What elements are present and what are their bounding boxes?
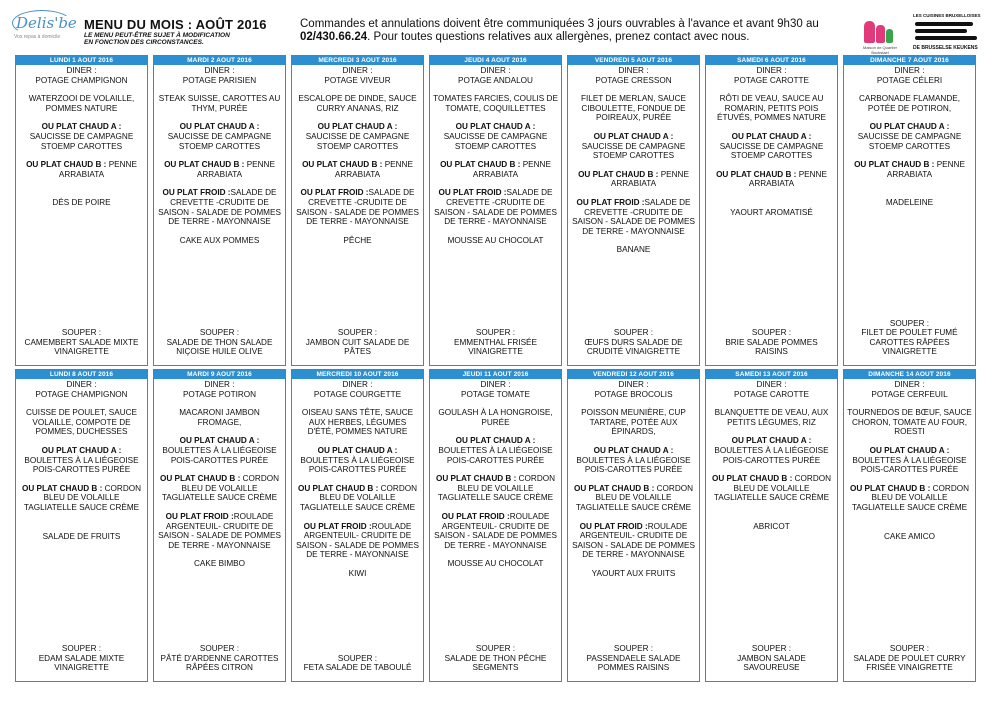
souper-dishes: JAMBON SALADE SAVOUREUSE — [737, 653, 806, 673]
dessert: KIWI — [348, 568, 367, 578]
diner-block — [157, 66, 282, 85]
souper-block — [706, 643, 837, 673]
plat-chaud-b — [295, 484, 420, 513]
main-dish: CUISSE DE POULET, SAUCE VOLAILLE, COMPOTE DE POMMES, DUCHESSES — [25, 408, 137, 437]
souper-label: SOUPER : — [337, 328, 378, 338]
plat-froid-label: OU PLAT FROID : — [576, 197, 645, 207]
diner-block — [571, 380, 696, 399]
dessert: CAKE BIMBO — [194, 559, 245, 569]
plat-chaud-b — [157, 474, 282, 503]
potage: POTAGE CERFEUIL — [871, 389, 948, 399]
souper-block — [706, 327, 837, 357]
page-title: MENU DU MOIS : AOÛT 2016 — [84, 17, 267, 32]
day-menu — [844, 379, 975, 541]
plat-chaud-a-dish: BOULETTES À LA LIÉGEOISE POIS-CAROTTES PURÉE — [300, 455, 415, 475]
souper-block — [844, 643, 975, 673]
diner-label: DINER : — [342, 66, 373, 75]
child-icon — [886, 29, 893, 43]
delisbe-logo — [14, 10, 77, 46]
plat-chaud-a-dish: BOULETTES À LA LIÉGEOISE POIS-CAROTTES PURÉE — [438, 445, 553, 465]
plat-chaud-b — [157, 160, 282, 179]
day-menu — [568, 379, 699, 579]
day-cell — [843, 55, 976, 366]
souper-label: SOUPER : — [61, 644, 102, 654]
day-cell — [15, 369, 148, 682]
plat-chaud-a-dish: SAUCISSE DE CAMPAGNE STOEMP CAROTTES — [29, 131, 134, 151]
plat-chaud-a — [157, 436, 282, 465]
diner-label: DINER : — [756, 66, 787, 75]
souper-label: SOUPER : — [61, 328, 102, 338]
souper-label: SOUPER : — [199, 328, 240, 338]
logo-stripe — [915, 22, 973, 26]
plat-chaud-a-dish: SAUCISSE DE CAMPAGNE STOEMP CAROTTES — [167, 131, 272, 151]
dessert: MADELEINE — [885, 198, 934, 208]
day-cell — [291, 55, 424, 366]
day-cell — [705, 369, 838, 682]
dessert: ABRICOT — [753, 521, 790, 531]
plat-chaud-b — [19, 160, 144, 179]
logo-stripe — [915, 36, 977, 40]
plat-chaud-a-dish: SAUCISSE DE CAMPAGNE STOEMP CAROTTES — [719, 141, 824, 161]
diner-block — [709, 66, 834, 85]
potage: POTAGE POTIRON — [182, 389, 257, 399]
plat-chaud-b-dish: CORDON BLEU DE VOLAILLE TAGLIATELLE SAUCE CRÈME — [23, 483, 142, 512]
plat-chaud-a — [19, 446, 144, 475]
plat-chaud-a — [433, 122, 558, 151]
day-menu — [844, 65, 975, 208]
spacer — [709, 198, 834, 208]
plat-chaud-a-dish: BOULETTES À LA LIÉGEOISE POIS-CAROTTES PURÉE — [576, 455, 691, 475]
souper-dishes: EDAM SALADE MIXTE VINAIGRETTE — [38, 653, 125, 673]
main-dish: POISSON MEUNIÈRE, CUP TARTARE, POTÉE AUX ÉPINARDS, — [581, 408, 686, 437]
spacer — [19, 188, 144, 198]
souper-block — [16, 643, 147, 673]
plat-chaud-b-dish: CORDON BLEU DE VOLAILLE TAGLIATELLE SAUCE CRÈME — [437, 474, 556, 503]
plat-chaud-a — [19, 122, 144, 151]
day-header: DIMANCHE 7 AOUT 2016 — [844, 56, 975, 65]
day-cell — [153, 369, 286, 682]
day-header: SAMEDI 13 AOUT 2016 — [706, 370, 837, 379]
plat-chaud-a-label: OU PLAT CHAUD A : — [41, 445, 122, 455]
diner-block — [709, 380, 834, 399]
cuisines-bruxelloises-logo — [913, 13, 979, 53]
souper-block — [568, 643, 699, 673]
plat-chaud-a-label: OU PLAT CHAUD A : — [179, 436, 260, 446]
plat-froid-label: OU PLAT FROID : — [165, 511, 234, 521]
plat-chaud-b-label: OU PLAT CHAUD B : — [297, 483, 379, 493]
plat-chaud-a-label: OU PLAT CHAUD A : — [41, 122, 122, 132]
plat-chaud-b-dish: PENNE ARRABIATA — [196, 160, 275, 179]
day-menu — [292, 65, 423, 245]
plat-chaud-b-dish: PENNE ARRABIATA — [886, 160, 965, 179]
plat-chaud-b-label: OU PLAT CHAUD B : — [854, 160, 935, 170]
main-dish: TOURNEDOS DE BŒUF, SAUCE CHORON, TOMATE AU FOUR, ROESTI — [847, 408, 972, 437]
souper-label: SOUPER : — [751, 644, 792, 654]
plat-froid — [571, 198, 696, 236]
souper-dishes: JAMBON CUIT SALADE DE PÂTES — [305, 337, 410, 357]
logo-stripe — [915, 29, 967, 33]
plat-chaud-a-label: OU PLAT CHAUD A : — [731, 131, 812, 141]
diner-label: DINER : — [480, 380, 511, 389]
plat-chaud-a — [571, 446, 696, 475]
plat-chaud-b — [571, 170, 696, 189]
plat-froid — [433, 188, 558, 226]
souper-dishes: FETA SALADE DE TABOULÉ — [303, 663, 412, 673]
person-icon — [864, 21, 875, 43]
plat-froid-dish: ROULADE ARGENTEUIL- CRUDITE DE SAISON - SALADE DE POMMES DE TERRE - MAYONNAISE — [296, 521, 419, 560]
plat-chaud-a-label: OU PLAT CHAUD A : — [593, 131, 674, 141]
plat-chaud-b — [847, 484, 972, 513]
plat-chaud-a-label: OU PLAT CHAUD A : — [731, 436, 812, 446]
potage: POTAGE COURGETTE — [313, 389, 402, 399]
logo-tagline: Vos repas à domicile — [14, 34, 61, 40]
day-menu — [16, 379, 147, 541]
plat-chaud-a-label: OU PLAT CHAUD A : — [317, 122, 398, 132]
potage: POTAGE CHAMPIGNON — [35, 389, 128, 399]
souper-dishes: EMMENTHAL FRISÉE VINAIGRETTE — [454, 337, 537, 357]
dessert: DÉS DE POIRE — [52, 198, 111, 208]
day-header: JEUDI 11 AOUT 2016 — [430, 370, 561, 379]
dessert: MOUSSE AU CHOCOLAT — [447, 235, 544, 245]
plat-chaud-b-dish: CORDON BLEU DE VOLAILLE TAGLIATELLE SAUCE CRÈME — [299, 483, 418, 512]
diner-label: DINER : — [66, 380, 97, 389]
souper-block — [844, 318, 975, 357]
souper-label: SOUPER : — [751, 328, 792, 338]
plat-froid-label: OU PLAT FROID : — [579, 521, 648, 531]
potage: POTAGE CHAMPIGNON — [35, 75, 128, 85]
plat-chaud-a-dish: SAUCISSE DE CAMPAGNE STOEMP CAROTTES — [305, 131, 410, 151]
plat-chaud-a-dish: SAUCISSE DE CAMPAGNE STOEMP CAROTTES — [443, 131, 548, 151]
day-menu — [706, 379, 837, 532]
souper-label: SOUPER : — [613, 328, 654, 338]
potage: POTAGE CAROTTE — [734, 75, 809, 85]
plat-chaud-b-label: OU PLAT CHAUD B : — [716, 169, 797, 179]
plat-chaud-b-dish: CORDON BLEU DE VOLAILLE TAGLIATELLE SAUCE CRÈME — [161, 474, 280, 503]
potage: POTAGE PARISIEN — [182, 75, 257, 85]
souper-dishes: SALADE DE POULET CURRY FRISÉE VINAIGRETTE — [853, 653, 966, 673]
day-header: LUNDI 1 AOUT 2016 — [16, 56, 147, 65]
plat-froid-label: OU PLAT FROID : — [162, 188, 231, 198]
plat-froid-label: OU PLAT FROID : — [303, 521, 372, 531]
plat-froid-dish: ROULADE ARGENTEUIL- CRUDITE DE SAISON - SALADE DE POMMES DE TERRE - MAYONNAISE — [158, 511, 281, 550]
order-notice — [300, 18, 845, 44]
diner-label: DINER : — [66, 66, 97, 75]
plat-chaud-a-label: OU PLAT CHAUD A : — [179, 122, 260, 132]
souper-dishes: PASSENDAELE SALADE POMMES RAISINS — [586, 653, 681, 673]
day-menu — [154, 379, 285, 569]
plat-chaud-a-dish: BOULETTES À LA LIÉGEOISE POIS-CAROTTES PURÉE — [162, 445, 277, 465]
dessert: YAOURT AROMATISÉ — [730, 207, 813, 217]
plat-froid-dish: ROULADE ARGENTEUIL- CRUDITE DE SAISON - SALADE DE POMMES DE TERRE - MAYONNAISE — [434, 511, 557, 550]
day-cell — [567, 369, 700, 682]
plat-chaud-b-label: OU PLAT CHAUD B : — [573, 483, 655, 493]
souper-label: SOUPER : — [199, 644, 240, 654]
day-cell — [153, 55, 286, 366]
logo3-top-text: LES CUISINES BRUXELLOISES — [913, 13, 981, 18]
plat-froid — [295, 522, 420, 560]
spacer — [847, 522, 972, 532]
diner-block — [295, 380, 420, 399]
plat-chaud-a-dish: SAUCISSE DE CAMPAGNE STOEMP CAROTTES — [581, 141, 686, 161]
dessert: CAKE AMICO — [884, 531, 935, 541]
plat-chaud-a-dish: SAUCISSE DE CAMPAGNE STOEMP CAROTTES — [857, 131, 962, 151]
plat-froid-dish: ROULADE ARGENTEUIL- CRUDITE DE SAISON - SALADE DE POMMES DE TERRE - MAYONNAISE — [572, 521, 695, 560]
main-dish: MACARONI JAMBON FROMAGE, — [179, 408, 260, 427]
plat-froid-dish: SALADE DE CREVETTE -CRUDITE DE SAISON - SALADE DE POMMES DE TERRE - MAYONNAISE — [434, 188, 557, 227]
plat-chaud-b-dish: PENNE ARRABIATA — [748, 169, 827, 189]
spacer — [709, 512, 834, 522]
plat-chaud-b-dish: PENNE ARRABIATA — [472, 160, 551, 179]
dessert: SALADE DE FRUITS — [42, 531, 121, 541]
day-cell — [705, 55, 838, 366]
notice-text-1: Commandes et annulations doivent être communiquées 3 jours ouvrables à l'avance et avant 9h30 au — [300, 18, 819, 30]
spacer — [847, 188, 972, 198]
spacer — [19, 522, 144, 532]
plat-chaud-b — [433, 160, 558, 179]
plat-froid — [571, 522, 696, 560]
plat-froid-dish: SALADE DE CREVETTE -CRUDITE DE SAISON - SALADE DE POMMES DE TERRE - MAYONNAISE — [296, 188, 419, 227]
plat-chaud-b-dish: PENNE ARRABIATA — [610, 169, 689, 189]
plat-chaud-a — [709, 132, 834, 161]
diner-label: DINER : — [756, 380, 787, 389]
plat-chaud-b-dish: CORDON BLEU DE VOLAILLE TAGLIATELLE SAUCE CRÈME — [851, 483, 970, 512]
day-header: MARDI 2 AOUT 2016 — [154, 56, 285, 65]
main-dish: ESCALOPE DE DINDE, SAUCE CURRY ANANAS, RIZ — [298, 94, 417, 113]
plat-froid-label: OU PLAT FROID : — [438, 188, 507, 198]
maison-de-quartier-logo — [860, 15, 898, 53]
page-header — [0, 0, 992, 55]
dessert: PÊCHE — [343, 235, 372, 245]
plat-chaud-a — [847, 446, 972, 475]
plat-froid — [157, 188, 282, 226]
plat-chaud-b-dish: PENNE ARRABIATA — [334, 160, 413, 179]
day-menu — [154, 65, 285, 245]
diner-label: DINER : — [618, 380, 649, 389]
plat-chaud-a — [847, 122, 972, 151]
plat-chaud-b-dish: CORDON BLEU DE VOLAILLE TAGLIATELLE SAUCE CRÈME — [575, 483, 694, 512]
souper-block — [292, 653, 423, 673]
day-header: VENDREDI 12 AOUT 2016 — [568, 370, 699, 379]
plat-chaud-b-label: OU PLAT CHAUD B : — [440, 160, 521, 170]
main-dish: CARBONADE FLAMANDE, POTÉE DE POTIRON, — [859, 94, 960, 113]
plat-chaud-a-label: OU PLAT CHAUD A : — [317, 445, 398, 455]
plat-chaud-b-label: OU PLAT CHAUD B : — [711, 474, 793, 484]
dessert: YAOURT AUX FRUITS — [591, 568, 676, 578]
plat-froid — [433, 512, 558, 550]
souper-dishes: ŒUFS DURS SALADE DE CRUDITÉ VINAIGRETTE — [584, 337, 683, 357]
plat-chaud-a — [157, 122, 282, 151]
day-header: DIMANCHE 14 AOUT 2016 — [844, 370, 975, 379]
potage: POTAGE CÉLERI — [876, 75, 943, 85]
diner-block — [433, 66, 558, 85]
logo2-caption: Maison de Quartier Bockstael — [862, 45, 897, 55]
day-header: MERCREDI 10 AOUT 2016 — [292, 370, 423, 379]
souper-block — [154, 643, 285, 673]
souper-label: SOUPER : — [475, 644, 516, 654]
plat-chaud-b-label: OU PLAT CHAUD B : — [578, 169, 659, 179]
plat-chaud-b-label: OU PLAT CHAUD B : — [164, 160, 245, 170]
souper-dishes: SALADE DE THON PÊCHE SEGMENTS — [444, 653, 547, 673]
day-cell — [291, 369, 424, 682]
plat-chaud-a — [709, 436, 834, 465]
day-cell — [567, 55, 700, 366]
souper-block — [16, 327, 147, 357]
subtitle-line1: LE MENU PEUT-ÊTRE SUJET À MODIFICATION — [84, 32, 230, 39]
plat-froid-label: OU PLAT FROID : — [300, 188, 369, 198]
day-header: JEUDI 4 AOUT 2016 — [430, 56, 561, 65]
souper-label: SOUPER : — [889, 318, 930, 328]
day-menu — [430, 379, 561, 569]
souper-block — [430, 643, 561, 673]
plat-chaud-a-label: OU PLAT CHAUD A : — [455, 122, 536, 132]
plat-chaud-b — [709, 170, 834, 189]
diner-block — [571, 66, 696, 85]
diner-label: DINER : — [342, 380, 373, 389]
plat-chaud-b-label: OU PLAT CHAUD B : — [302, 160, 383, 170]
potage: POTAGE ANDALOU — [458, 75, 533, 85]
potage: POTAGE CRESSON — [595, 75, 672, 85]
day-header: MARDI 9 AOUT 2016 — [154, 370, 285, 379]
plat-chaud-b-label: OU PLAT CHAUD B : — [849, 483, 931, 493]
souper-block — [568, 327, 699, 357]
potage: POTAGE CAROTTE — [734, 389, 809, 399]
souper-dishes: SALADE DE THON SALADE NIÇOISE HUILE OLIVE — [166, 337, 273, 357]
diner-label: DINER : — [204, 380, 235, 389]
main-dish: WATERZOOI DE VOLAILLE, POMMES NATURE — [28, 94, 135, 113]
day-menu — [568, 65, 699, 255]
title-block — [84, 17, 267, 46]
plat-chaud-b — [709, 474, 834, 503]
plat-chaud-b-label: OU PLAT CHAUD B : — [26, 160, 107, 170]
plat-froid-dish: SALADE DE CREVETTE -CRUDITE DE SAISON - SALADE DE POMMES DE TERRE - MAYONNAISE — [158, 188, 281, 227]
diner-label: DINER : — [894, 380, 925, 389]
day-menu — [706, 65, 837, 218]
main-dish: GOULASH À LA HONGROISE, PURÉE — [438, 408, 553, 427]
souper-block — [292, 327, 423, 357]
potage: POTAGE BROCOLIS — [594, 389, 673, 399]
diner-block — [433, 380, 558, 399]
notice-phone: 02/430.66.24 — [300, 31, 368, 43]
plat-chaud-a-label: OU PLAT CHAUD A : — [869, 445, 950, 455]
day-header: MERCREDI 3 AOUT 2016 — [292, 56, 423, 65]
plat-chaud-a-label: OU PLAT CHAUD A : — [869, 122, 950, 132]
plat-chaud-b — [295, 160, 420, 179]
plat-chaud-b — [19, 484, 144, 513]
plat-chaud-b-dish: PENNE ARRABIATA — [58, 160, 137, 179]
dessert: BANANE — [616, 245, 651, 255]
plat-froid-dish: SALADE DE CREVETTE -CRUDITE DE SAISON - SALADE DE POMMES DE TERRE - MAYONNAISE — [572, 197, 695, 236]
day-cell — [15, 55, 148, 366]
souper-block — [430, 327, 561, 357]
day-header: VENDREDI 5 AOUT 2016 — [568, 56, 699, 65]
plat-chaud-a — [295, 446, 420, 475]
souper-label: SOUPER : — [889, 644, 930, 654]
souper-block — [154, 327, 285, 357]
diner-block — [847, 66, 972, 85]
day-menu — [16, 65, 147, 208]
diner-block — [19, 380, 144, 399]
souper-label: SOUPER : — [337, 653, 378, 663]
souper-label: SOUPER : — [475, 328, 516, 338]
plat-chaud-b — [847, 160, 972, 179]
main-dish: STEAK SUISSE, CAROTTES AU THYM, PURÉE — [158, 94, 281, 113]
day-header: SAMEDI 6 AOUT 2016 — [706, 56, 837, 65]
day-cell — [429, 55, 562, 366]
diner-block — [157, 380, 282, 399]
day-header: LUNDI 8 AOUT 2016 — [16, 370, 147, 379]
plat-chaud-a-dish: BOULETTES À LA LIÉGEOISE POIS-CAROTTES PURÉE — [24, 455, 139, 475]
notice-text-2: . Pour toutes questions relatives aux allergènes, prenez contact avec nous. — [367, 31, 750, 43]
main-dish: BLANQUETTE DE VEAU, AUX PETITS LÉGUMES, RIZ — [714, 408, 829, 427]
souper-dishes: PÂTÉ D'ARDENNE CAROTTES RÂPÉES CITRON — [160, 653, 279, 673]
plat-chaud-b — [571, 484, 696, 513]
diner-label: DINER : — [894, 66, 925, 75]
souper-dishes: CAMEMBERT SALADE MIXTE VINAIGRETTE — [24, 337, 139, 357]
dessert: CAKE AUX POMMES — [179, 235, 260, 245]
logo3-bottom-text: DE BRUSSELSE KEUKENS — [913, 45, 978, 51]
souper-dishes: BRIE SALADE POMMES RAISINS — [725, 337, 818, 357]
plat-chaud-a — [571, 132, 696, 161]
souper-label: SOUPER : — [613, 644, 654, 654]
diner-label: DINER : — [204, 66, 235, 75]
diner-block — [295, 66, 420, 85]
plat-froid-label: OU PLAT FROID : — [441, 511, 510, 521]
person-icon — [876, 25, 885, 43]
plat-chaud-b-label: OU PLAT CHAUD B : — [435, 474, 517, 484]
plat-chaud-a-dish: BOULETTES À LA LIÉGEOISE POIS-CAROTTES PURÉE — [852, 455, 967, 475]
day-menu — [292, 379, 423, 579]
day-cell — [843, 369, 976, 682]
plat-chaud-a-label: OU PLAT CHAUD A : — [593, 445, 674, 455]
souper-dishes: FILET DE POULET FUMÉ CAROTTES RÂPÉES VINAIGRETTE — [861, 328, 958, 357]
plat-chaud-a-dish: BOULETTES À LA LIÉGEOISE POIS-CAROTTES PURÉE — [714, 445, 829, 465]
diner-label: DINER : — [480, 66, 511, 75]
plat-chaud-b-label: OU PLAT CHAUD B : — [21, 483, 103, 493]
dessert: MOUSSE AU CHOCOLAT — [447, 559, 544, 569]
diner-block — [847, 380, 972, 399]
plat-chaud-b — [433, 474, 558, 503]
main-dish: OISEAU SANS TÊTE, SAUCE AUX HERBES, LÉGUMES D'ÉTÉ, POMMES NATURE — [301, 408, 414, 437]
main-dish: RÔTI DE VEAU, SAUCE AU ROMARIN, PETITS POIS ÉTUVÉS, POMMES NATURE — [716, 94, 827, 123]
subtitle-line2: EN FONCTION DES CIRCONSTANCES. — [84, 39, 204, 46]
plat-chaud-a — [295, 122, 420, 151]
main-dish: TOMATES FARCIES, COULIS DE TOMATE, COQUILLETTES — [433, 94, 558, 113]
plat-chaud-a-label: OU PLAT CHAUD A : — [455, 436, 536, 446]
plat-chaud-b-dish: CORDON BLEU DE VOLAILLE TAGLIATELLE SAUCE CRÈME — [713, 474, 832, 503]
plat-froid — [295, 188, 420, 226]
logo-name: Delis'be — [16, 14, 77, 32]
diner-label: DINER : — [618, 66, 649, 75]
plat-chaud-a — [433, 436, 558, 465]
plat-chaud-b-label: OU PLAT CHAUD B : — [159, 474, 241, 484]
diner-block — [19, 66, 144, 85]
main-dish: FILET DE MERLAN, SAUCE CIBOULETTE, FONDUE DE POIREAUX, PURÉE — [581, 94, 686, 123]
day-menu — [430, 65, 561, 245]
plat-froid — [157, 512, 282, 550]
potage: POTAGE TOMATE — [461, 389, 530, 399]
day-cell — [429, 369, 562, 682]
potage: POTAGE VIVEUR — [324, 75, 391, 85]
